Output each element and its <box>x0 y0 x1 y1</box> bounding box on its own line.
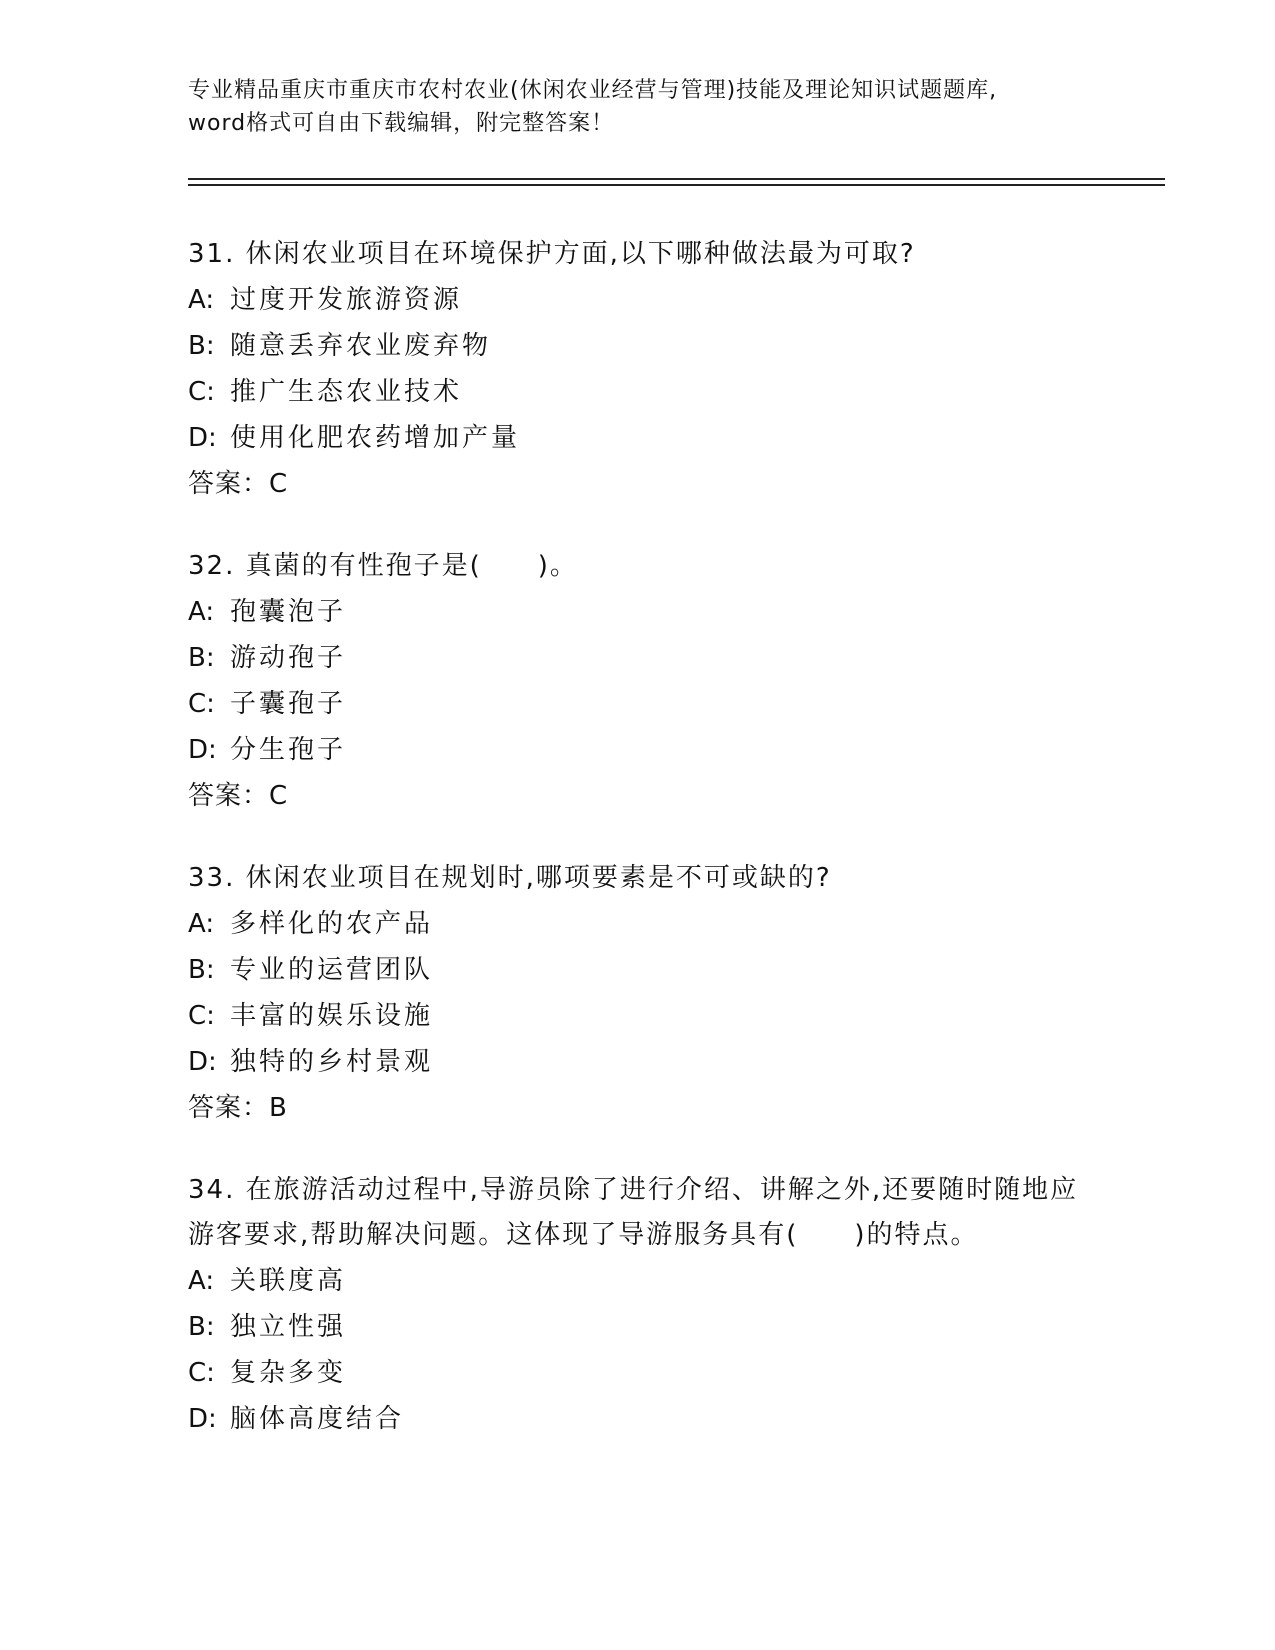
option-text: 分生孢子 <box>230 735 347 765</box>
option-text: 子囊孢子 <box>230 689 347 719</box>
option-text: 多样化的农产品 <box>230 909 434 939</box>
question-stem: 33. 休闲农业项目在规划时,哪项要素是不可或缺的? <box>188 863 832 893</box>
option-text: 独特的乡村景观 <box>230 1047 434 1077</box>
option-key: B: <box>188 331 215 361</box>
option-text: 过度开发旅游资源 <box>230 285 463 315</box>
option-a <box>188 277 1088 323</box>
question-stem: 32. 真菌的有性孢子是( )。 <box>188 551 578 581</box>
option-text: 丰富的娱乐设施 <box>230 1001 434 1031</box>
option-d <box>188 1396 1088 1442</box>
option-key: C: <box>188 1001 215 1031</box>
option-d <box>188 727 1088 773</box>
option-d <box>188 1039 1088 1085</box>
option-text: 孢囊泡子 <box>230 597 347 627</box>
option-key: A: <box>188 1266 215 1296</box>
header-divider-bottom <box>188 184 1165 186</box>
header-line-2: word格式可自由下载编辑，附完整答案！ <box>188 111 615 136</box>
option-c <box>188 993 1088 1039</box>
document-header <box>188 74 1088 140</box>
question-31 <box>188 232 1088 507</box>
option-text: 游动孢子 <box>230 643 347 673</box>
question-33 <box>188 856 1088 1131</box>
question-stem: 31. 休闲农业项目在环境保护方面,以下哪种做法最为可取? <box>188 239 916 269</box>
option-a <box>188 1258 1088 1304</box>
option-b <box>188 947 1088 993</box>
option-text: 专业的运营团队 <box>230 955 434 985</box>
option-key: D: <box>188 735 217 765</box>
question-34 <box>188 1168 1088 1442</box>
option-key: A: <box>188 285 215 315</box>
option-b <box>188 635 1088 681</box>
answer-line: 答案：B <box>188 1093 288 1123</box>
answer-line: 答案：C <box>188 781 289 811</box>
option-key: A: <box>188 909 215 939</box>
option-text: 使用化肥农药增加产量 <box>230 423 521 453</box>
option-text: 推广生态农业技术 <box>230 377 463 407</box>
option-b <box>188 323 1088 369</box>
option-a <box>188 589 1088 635</box>
option-a <box>188 901 1088 947</box>
question-list <box>188 232 1088 1479</box>
option-key: D: <box>188 423 217 453</box>
question-32 <box>188 544 1088 819</box>
option-key: B: <box>188 1312 215 1342</box>
option-text: 复杂多变 <box>230 1358 347 1388</box>
option-text: 脑体高度结合 <box>230 1404 405 1434</box>
option-key: C: <box>188 1358 215 1388</box>
header-line-1: 专业精品重庆市重庆市农村农业(休闲农业经营与管理)技能及理论知识试题题库, <box>188 78 998 103</box>
option-key: A: <box>188 597 215 627</box>
question-stem: 34. 在旅游活动过程中,导游员除了进行介绍、讲解之外,还要随时随地应游客要求,帮助解决问题。这体现了导游服务具有( )的特点。 <box>188 1175 1079 1250</box>
option-c <box>188 369 1088 415</box>
option-key: B: <box>188 955 215 985</box>
option-text: 独立性强 <box>230 1312 347 1342</box>
option-key: D: <box>188 1047 217 1077</box>
option-c <box>188 681 1088 727</box>
option-b <box>188 1304 1088 1350</box>
option-key: C: <box>188 377 215 407</box>
option-text: 随意丢弃农业废弃物 <box>230 331 492 361</box>
option-d <box>188 415 1088 461</box>
option-key: B: <box>188 643 215 673</box>
option-text: 关联度高 <box>230 1266 347 1296</box>
answer-line: 答案：C <box>188 469 289 499</box>
option-key: D: <box>188 1404 217 1434</box>
option-c <box>188 1350 1088 1396</box>
option-key: C: <box>188 689 215 719</box>
header-divider-top <box>188 178 1165 180</box>
